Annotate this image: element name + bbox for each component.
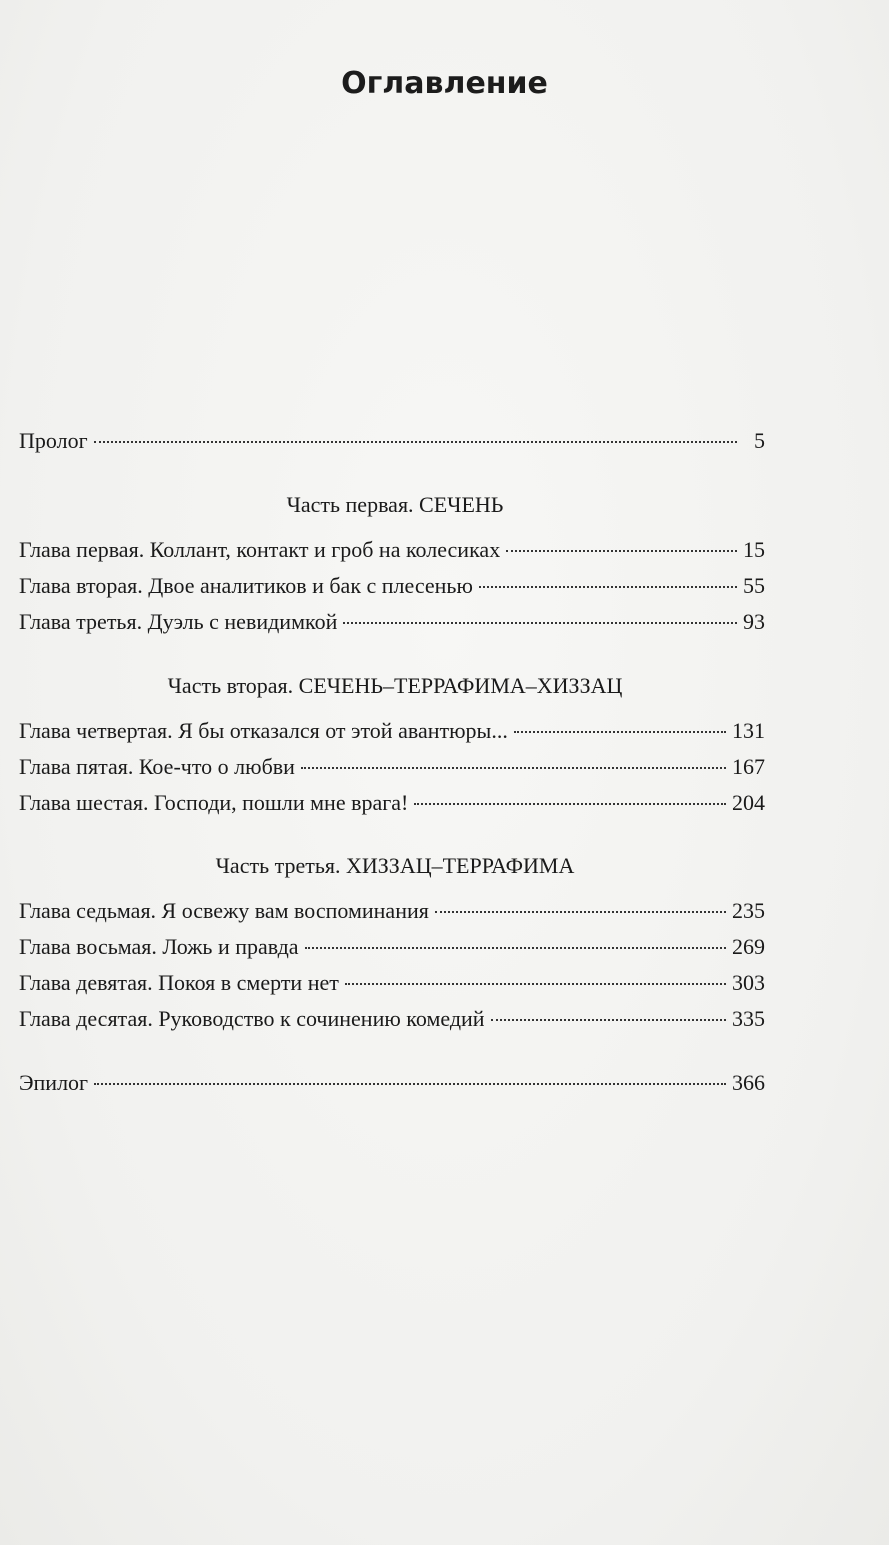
toc-title: Оглавление	[341, 66, 548, 101]
toc-entry-chapter-4	[19, 716, 765, 746]
entry-page-number: 366	[732, 1070, 765, 1095]
dot-leader	[345, 983, 726, 985]
toc-entry-chapter-2	[19, 571, 765, 601]
dot-leader	[514, 731, 726, 733]
toc-entry-chapter-6	[19, 788, 765, 818]
dot-leader	[414, 803, 726, 805]
toc-entry-chapter-9	[19, 968, 765, 998]
entry-label: Пролог	[19, 428, 88, 453]
dot-leader	[301, 767, 726, 769]
entry-page-number: 235	[732, 898, 765, 923]
part-heading-1: Часть первая. СЕЧЕНЬ	[286, 492, 504, 517]
entry-label: Глава третья. Дуэль с невидимкой	[19, 609, 338, 634]
toc-entry-chapter-3	[19, 607, 765, 637]
dot-leader	[435, 911, 726, 913]
entry-label: Глава пятая. Кое-что о любви	[19, 754, 295, 779]
entry-page-number: 335	[732, 1006, 765, 1031]
dot-leader	[479, 586, 737, 588]
toc-entry-epilogue	[19, 1068, 765, 1098]
dot-leader	[506, 550, 737, 552]
entry-page-number: 167	[732, 754, 765, 779]
entry-label: Глава десятая. Руководство к сочинению комедий	[19, 1006, 485, 1031]
entry-page-number: 131	[732, 718, 765, 743]
entry-label: Глава девятая. Покоя в смерти нет	[19, 970, 339, 995]
entry-label: Глава четвертая. Я бы отказался от этой авантюры...	[19, 718, 508, 743]
dot-leader	[343, 622, 737, 624]
toc-entry-chapter-5	[19, 752, 765, 782]
toc-entry-chapter-10	[19, 1004, 765, 1034]
entry-page-number: 204	[732, 790, 765, 815]
entry-label: Глава первая. Коллант, контакт и гроб на колесиках	[19, 537, 501, 562]
entry-page-number: 55	[743, 573, 765, 598]
toc-entry-chapter-1	[19, 535, 765, 565]
toc-entry-chapter-8	[19, 932, 765, 962]
entry-page-number: 5	[754, 428, 765, 453]
entry-label: Глава восьмая. Ложь и правда	[19, 934, 299, 959]
entry-label: Глава вторая. Двое аналитиков и бак с плесенью	[19, 573, 473, 598]
entry-page-number: 93	[743, 609, 765, 634]
entry-label: Глава шестая. Господи, пошли мне врага!	[19, 790, 409, 815]
entry-page-number: 269	[732, 934, 765, 959]
entry-label: Эпилог	[19, 1070, 89, 1095]
dot-leader	[94, 441, 737, 443]
entry-page-number: 15	[743, 537, 765, 562]
dot-leader	[491, 1019, 726, 1021]
dot-leader	[305, 947, 726, 949]
part-heading-2: Часть вторая. СЕЧЕНЬ–ТЕРРАФИМА–ХИЗЗАЦ	[167, 673, 623, 698]
dot-leader	[94, 1083, 726, 1085]
entry-label: Глава седьмая. Я освежу вам воспоминания	[19, 898, 429, 923]
toc-entry-prologue	[19, 426, 765, 456]
entry-page-number: 303	[732, 970, 765, 995]
part-heading-3: Часть третья. ХИЗЗАЦ–ТЕРРАФИМА	[215, 853, 575, 878]
toc-entry-chapter-7	[19, 896, 765, 926]
